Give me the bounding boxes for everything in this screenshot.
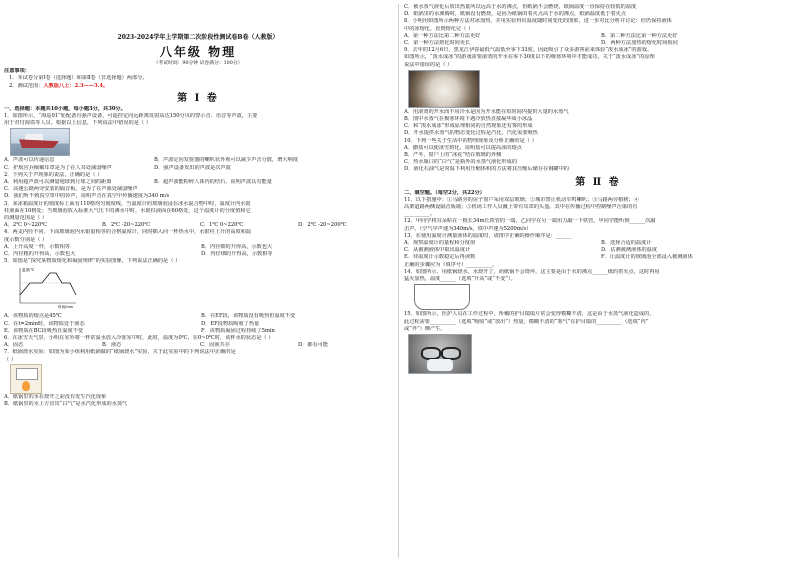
q7-option-b: B．纸锅里的水上方冒出“白气”是水汽化形成的水蒸气 [4, 401, 128, 408]
q10-option-c: C．热水瓶口的“白气”是瓶外的水蒸气液化形成的 [404, 159, 518, 166]
q1-line-2: 用于对付海盗等人员。根据以上信息，下列说法中错误的是（ ） [4, 120, 151, 127]
q11-line-1: 11．以下措施中：①马路旁的房子窗户采用双层玻璃；②城市禁止机动车鸣喇叭；③马路两旁植树；④ [404, 196, 639, 203]
section-2-heading: 二、填空题。（每空2分，共22分） [404, 189, 485, 196]
section-1-heading: 一、选择题：本题共10小题，每小题3分，共30分。 [4, 105, 126, 112]
exam-info: （考试时间：90分钟 试卷满分：100分） [153, 61, 243, 66]
column-divider [398, 4, 399, 558]
q4-option-c: C．内径粗的升得高，示数也大 [4, 251, 76, 258]
q5-stem: 5．如图是“探究某物质熔化和凝固规律”的实验图像，下列说法正确的是（ ） [4, 258, 181, 265]
notice-2-prefix: 2．测试范围： [9, 82, 44, 89]
q13-option-b: B．选择合适的温度计 [601, 240, 652, 247]
q2-option-a: A．利用超声波可以测量地球到月球之间的距离 [4, 179, 112, 186]
top-line-1: C．被水蒸气液化后放出热量所以远高于水的沸点，但纸锅不会燃烧，纸锅温度一直保持在较低的温度 [404, 4, 637, 10]
q9-option-c: C．和“泼水成冰”形成原理相同的自然现象还有雾的形成 [404, 123, 533, 130]
right-column [404, 0, 792, 562]
graph-y-label: 温度/℃ [22, 268, 35, 273]
question-2 [4, 172, 392, 201]
q7-option-a: A．纸锅里的水在烧开之前没有发生汽化现象 [4, 393, 107, 400]
q4-option-a: A．上升高度一样，示数相等 [4, 243, 70, 250]
q2-stem: 2．下列关于声现象的说法，正确的是（ ） [4, 171, 103, 178]
q3-option-c: C．1℃ 0~220℃ [200, 222, 244, 229]
q13-option-e: E．待温度计示数稳定后再读数 [404, 254, 476, 261]
volume-1-title: 第 Ⅰ 卷 [177, 92, 219, 104]
q9-option-d: D．开水提供水蒸气的物态变化过程是汽化，汽化需要吸热 [404, 130, 538, 137]
question-13 [404, 233, 792, 269]
q3-option-a: A．2℃ 0~220℃ [4, 222, 48, 229]
q11-line-3: __________。 [404, 211, 436, 218]
subject-title: 八年级 物理 [159, 45, 237, 59]
q5-option-b: B．在EF段，该物质没有吸热但温度不变 [201, 313, 296, 320]
q15-line-3: 或“外”）侧产生。 [404, 325, 446, 332]
q3-option-b: B．2℃ -20~220℃ [102, 222, 151, 229]
q13-answer-line: 正确的步骤应为（填序号）__________。 [404, 261, 498, 268]
q5-option-d: D．EF段物质吸收了热量 [201, 320, 260, 327]
q4-line-2: 度示数分别是（ ） [4, 236, 48, 243]
q3-option-d: D．2℃ -20~200℃ [298, 222, 347, 229]
paper-pot-image [10, 364, 42, 394]
q8-option-d: D．两种方法加热的熔化时间相同 [601, 40, 678, 47]
q6-line-1: 6．在冰雪天气里，小明在室外将一杯常温水放入冷冻室中时，此时，温度为0℃，在0~0℃时，该杯水的状态是（ ） [4, 335, 274, 342]
q8-line-2: 中的冰熔化，直到熔化完（ ） [404, 25, 474, 32]
question-5 [4, 258, 392, 335]
q6-option-b: B．液态 [102, 342, 122, 349]
q9-line-2: 如图所示，“泼水成冰”的游戏需要滚烫的开水在零下30度以下的极寒环境中才能成功。关于“泼水成冰”的原理 [404, 54, 655, 61]
question-4 [4, 229, 392, 258]
question-3 [4, 201, 392, 230]
q10-option-b: B．严冬，窗户上的“冰花”结在玻璃的外侧 [404, 152, 502, 159]
q4-option-b: B．内径细的升得高，示数也大 [201, 243, 273, 250]
q8-line-1: 8．小明用如图所示两种方法对冰加热，并用实验得出温度随时间变化的图象，进一步对比分析并讨论：但仍保持液体 [404, 18, 672, 25]
graph-x-label: 时间/min [58, 305, 74, 310]
q8-option-a: A．第一种方法比第二种方法更好 [404, 32, 481, 39]
notice-2 [4, 83, 392, 90]
goggles-face-image [408, 334, 472, 374]
q3-line-3: 的测量范围是（ ） [4, 215, 48, 222]
q4-line-1: 4．两支内径不同、下面玻璃泡内水银量相等的合格温度计，同时插入同一杯热水中，水银柱上升的高度和温 [4, 229, 252, 236]
q9-line-3: 说法中错误的是（ ） [404, 61, 453, 68]
q5-option-a: A．该物质的熔点是45℃ [4, 313, 62, 320]
q11-line-2: 高架道路两侧设隔音板墙；⑤机场工作人员戴上带有耳罩的头盔。其中在传播过程中控制噪声污染的有 [404, 204, 638, 211]
q5-option-f: F．该物质凝固过程持续了5min [201, 327, 275, 334]
q3-line-2: 柱液面在10格处；当玻璃泡放入标准大气压下的沸水中时，水银柱液面在60格处，这个温度计的分度值和它 [4, 207, 251, 214]
top-line-2: D．纸锅里的水沸腾时，纸锅没有燃烧，是因为纸锅的着火点高于水的沸点，纸锅温度低于着火点 [404, 11, 627, 18]
melting-curve-graph [10, 265, 80, 309]
q3-line-1: 3．某冰箱温度计的刻度标上面有110格均匀刻度线，当温度计的玻璃泡浸在冰水混合物中时，温度计内水银 [4, 200, 251, 207]
q1-option-d: D．强声设备发出的声波是次声波 [154, 164, 231, 171]
q12-line-1: 12．甲同学将耳朵贴在一根长34m长铁管的一端，乙同学在另一端用力敲一下铁管，甲同学能听到______次敲 [404, 218, 656, 225]
q6-option-c: C．固液共存 [200, 342, 230, 349]
q14-line-1: 14．如图所示，用纸锅烧水，水烧开了，而纸锅不会烧坏，这主要是由于水的沸点______纸的着火点，这时再用 [404, 268, 660, 275]
q13-stem: 13．在使用温度计测量液体的温度时，请排序正确的操作顺序是：______ [404, 232, 572, 239]
q10-option-a: A．撒盐可以使冰雪熔化，说明盐可以提高冰的熔点 [404, 144, 522, 151]
q2-option-c: C．高速公路两旁安装的隔音板，是为了在声源处减弱噪声 [4, 186, 138, 193]
splash-ice-image [408, 70, 480, 108]
q12-line-2: 击声。（空气中声速为340m/s，铁中声速为5200m/s） [404, 225, 532, 232]
q8-option-b: B．第二种方法比第一种方法更好 [601, 32, 678, 39]
q15-line-1: 15．如图所示，医护人员在工作过程中，所戴的护目镜镜片常会变得模糊不清，这是由于水蒸气液化造成的， [404, 311, 655, 318]
q9-option-b: B．图中水蒸气在极寒环境下遇冷放热直接凝华成小冰晶 [404, 116, 533, 123]
notice-title: 注意事项： [4, 68, 30, 75]
q14-line-2: 猛火加热，温度______（选填“升高”或“不变”）。 [404, 276, 516, 283]
q10-stem: 10．下列一些关于生活中的物理现象及分析正确的是（ ） [404, 137, 537, 144]
q2-option-b: B．超声波能粉碎人体内的结石，说明声波具有能量 [154, 179, 272, 186]
question-12 [404, 218, 792, 232]
question-11 [404, 197, 792, 219]
notice-1: 1．本试卷分第Ⅰ卷（选择题）和第Ⅱ卷（非选择题）两部分。 [9, 75, 148, 82]
question-14 [404, 269, 792, 310]
q5-option-c: C．在t=2min时，该物质处于液态 [4, 320, 85, 327]
q9-option-a: A．用滚烫的开水而不用冷水是因为开水能在短时间内提供大量的水蒸气 [404, 108, 569, 115]
question-15 [404, 311, 792, 374]
q5-option-e: E．该物质在BC段吸热且温度不变 [4, 327, 84, 334]
q1-option-b: B．声波定向发射器的喇叭状外观可以减少声音分散，增大响度 [154, 157, 298, 164]
q8-option-c: C．第一种方法熔化时间更长 [404, 40, 471, 47]
q13-option-c: C．从被测液体中取出温度计 [404, 247, 471, 254]
paper-pot-boiling-image [414, 284, 470, 310]
left-column [4, 0, 392, 562]
q13-option-f: F．让温度计的玻璃泡全部浸入被测液体 [601, 254, 693, 261]
q10-option-d: D．液化石油气是常温下利用压缩体积的方法将其压缩后储存在钢罐中的 [404, 166, 569, 173]
q7-line-1: 7．纸锅烧水实验：如图为某小组利用纸锅做的“纸锅烧水”实验，关于此实验中的下列说法中正确的是 [4, 349, 236, 356]
q15-line-2: 此过程需要__________（选填“吸收”或“放出”）热量，模糊不清的“雾气”在护目镜的__________（选填“内” [404, 318, 649, 325]
question-1 [4, 113, 392, 172]
q2-option-d: D．我们听不到真空罩中的铃声，说明声音在真空中传播速度为340 m/s [4, 193, 170, 200]
q6-option-d: D．都有可能 [298, 342, 329, 349]
volume-2-title: 第 Ⅱ 卷 [575, 176, 621, 188]
question-10 [404, 138, 792, 174]
q1-option-c: C．护航官兵佩戴耳罩是为了在人耳处减弱噪声 [4, 164, 112, 171]
q1-line-1: 1．如图所示，“海巡01”轮配备有强声设备，可遥控定向远距离发射高达150分贝的警示音、语音等声波，主要 [4, 113, 258, 120]
notice-2-range: 人教版八上：2.3——3.4。 [43, 82, 109, 89]
exam-header-title: 2023-2024学年上学期第二次阶段性测试卷B卷（人教版） [117, 34, 279, 41]
q13-option-d: D．估测被测液体的温度 [601, 247, 658, 254]
q13-option-a: A．观察温度计的量程和分度值 [404, 240, 476, 247]
question-6 [4, 335, 392, 349]
question-9 [404, 47, 792, 137]
question-7 [4, 349, 392, 408]
q9-line-1: 9．去年的12月6日，黑龙江伊春最低气温低至零下33度。因此吸引了众多游客前来体验“泼水成冰”的游戏。 [404, 47, 653, 54]
ship-image [10, 128, 70, 156]
q1-option-a: A．声波可以传递信息 [4, 157, 55, 164]
q4-option-d: D．内径细的升得高，示数相等 [201, 251, 273, 258]
q6-option-a: A．固态 [4, 342, 24, 349]
q7-line-2: （ ） [4, 356, 17, 363]
